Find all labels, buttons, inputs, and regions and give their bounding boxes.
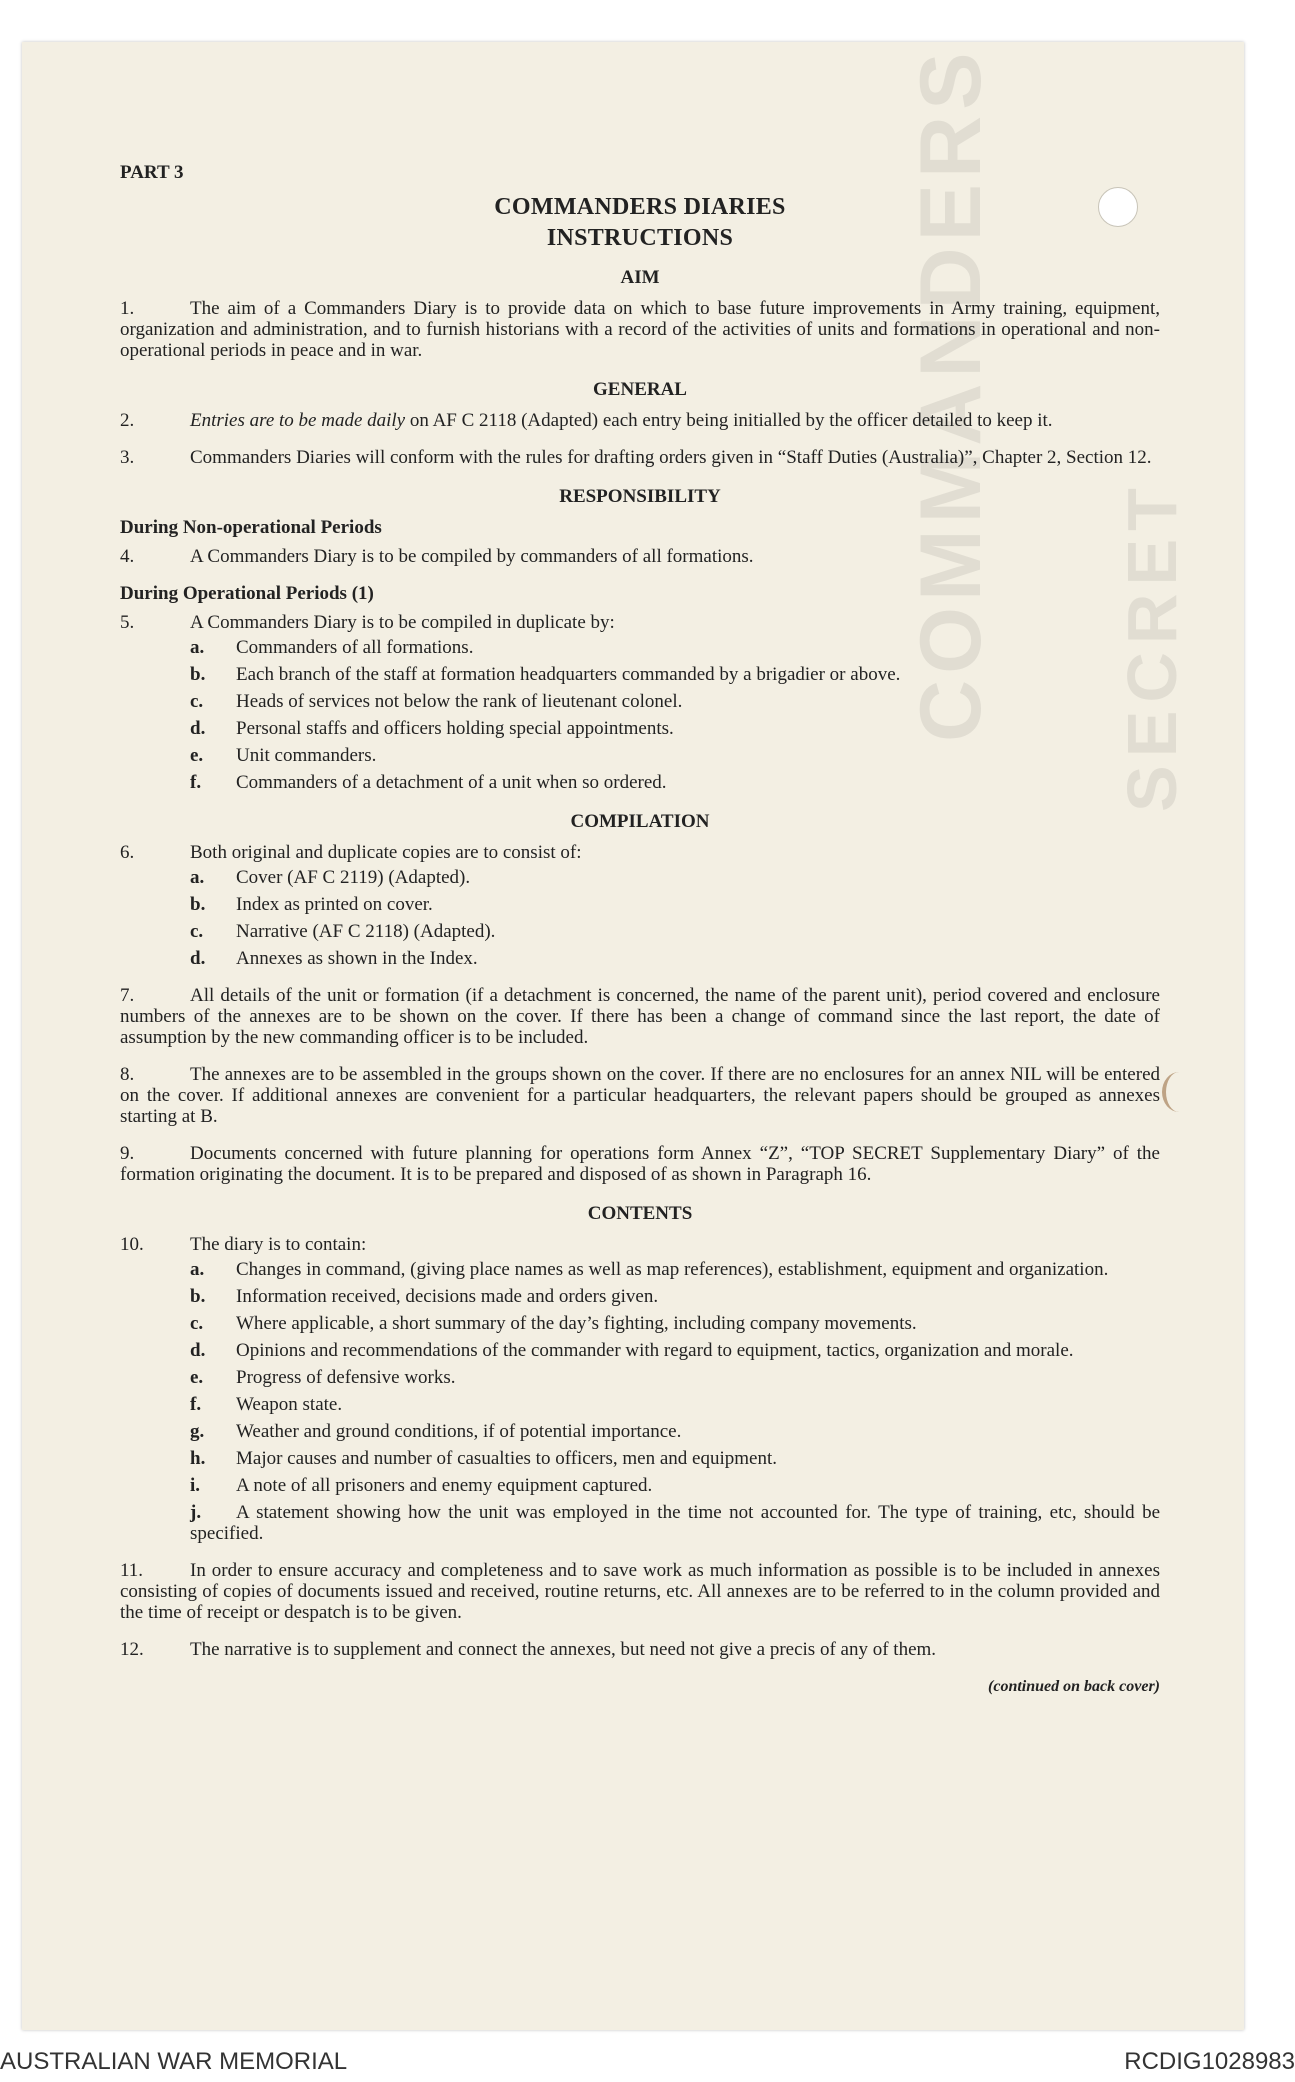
subheading-non-operational: During Non-operational Periods xyxy=(120,517,382,538)
paragraph-text: Documents concerned with future planning for operations form Annex “Z”, “TOP SECRET Supplementary Diary” of the formation originating the document. It is to be prepared and disposed of as shown in Paragraph 16. xyxy=(120,1143,1160,1185)
list-item-letter: a. xyxy=(190,637,205,658)
list-item xyxy=(190,894,1160,915)
paragraph-text: All details of the unit or formation (if a detachment is concerned, the name of the parent unit), period covered and enclosure numbers of the annexes are to be shown on the cover. If there has been a change of command since the last report, the date of assumption by the new commanding officer is to be included. xyxy=(120,985,1160,1048)
paragraph-number: 3. xyxy=(120,447,135,468)
list-item-letter: i. xyxy=(190,1475,201,1496)
paragraph-number: 8. xyxy=(120,1064,135,1085)
paragraph-9 xyxy=(120,1143,1160,1185)
list-item-letter: a. xyxy=(190,867,205,888)
paragraph-7 xyxy=(120,985,1160,1048)
list-item-letter: j. xyxy=(190,1502,202,1523)
subheading-operational: During Operational Periods (1) xyxy=(120,583,374,604)
list-item xyxy=(190,948,1160,969)
list-item-text: Major causes and number of casualties to officers, men and equipment. xyxy=(236,1448,777,1469)
list-item-letter: b. xyxy=(190,894,206,915)
list-item-letter: d. xyxy=(190,718,206,739)
heading-contents: CONTENTS xyxy=(587,1203,693,1224)
list-item-letter: d. xyxy=(190,1340,206,1361)
list-item xyxy=(190,718,1160,739)
document-body xyxy=(120,120,1160,1697)
list-item xyxy=(190,1394,1160,1415)
footer-institution: AUSTRALIAN WAR MEMORIAL xyxy=(0,2048,348,2075)
paragraph-text: The diary is to contain: xyxy=(190,1234,367,1255)
paragraph-6 xyxy=(120,842,1160,863)
list-item-text: Personal staffs and officers holding special appointments. xyxy=(236,718,674,739)
list-item-letter: c. xyxy=(190,921,204,942)
heading-compilation: COMPILATION xyxy=(570,811,710,832)
list-item xyxy=(190,921,1160,942)
list-item-letter: c. xyxy=(190,691,204,712)
list-item-text: Opinions and recommendations of the commander with regard to equipment, tactics, organization and morale. xyxy=(236,1340,1074,1361)
document-title: COMMANDERS DIARIES xyxy=(494,194,786,220)
list-item xyxy=(190,745,1160,766)
list-item-text: Weapon state. xyxy=(236,1394,343,1415)
part-label: PART 3 xyxy=(120,162,184,183)
paragraph-number: 6. xyxy=(120,842,135,863)
list-item-letter: a. xyxy=(190,1259,205,1280)
document-sheet xyxy=(22,42,1244,2030)
list-item-letter: f. xyxy=(190,1394,202,1415)
list-item-text: Annexes as shown in the Index. xyxy=(236,948,478,969)
paragraph-number: 2. xyxy=(120,410,135,431)
paragraph-5 xyxy=(120,612,1160,633)
paragraph-1 xyxy=(120,298,1160,361)
list-item xyxy=(190,1286,1160,1307)
list-item xyxy=(190,1421,1160,1442)
paragraph-number: 12. xyxy=(120,1639,144,1660)
list-item-text: Where applicable, a short summary of the day’s fighting, including company movements. xyxy=(236,1313,917,1334)
list-item-letter: e. xyxy=(190,1367,204,1388)
list-item-letter: e. xyxy=(190,745,204,766)
paragraph-8 xyxy=(120,1064,1160,1127)
paragraph-10 xyxy=(120,1234,1160,1255)
list-item xyxy=(190,1259,1160,1280)
show-through-commanders: COMMANDERS xyxy=(903,46,999,742)
list-item-text: Commanders of all formations. xyxy=(236,637,474,658)
paragraph-text: on AF C 2118 (Adapted) each entry being initialled by the officer detailed to keep it. xyxy=(405,410,1053,431)
list-item xyxy=(190,637,1160,658)
paragraph-2 xyxy=(120,410,1160,431)
list-item-text: A statement showing how the unit was employed in the time not accounted for. The type of training, etc, should be specified. xyxy=(190,1502,1160,1544)
paragraph-text: Commanders Diaries will conform with the rules for drafting orders given in “Staff Duties (Australia)”, Chapter 2, Section 12. xyxy=(190,447,1152,468)
paragraph-emphasis: Entries are to be made daily xyxy=(190,410,406,431)
list-item-text: Heads of services not below the rank of lieutenant colonel. xyxy=(236,691,683,712)
list-item xyxy=(190,664,1160,685)
paragraph-number: 10. xyxy=(120,1234,144,1255)
list-item-text: Commanders of a detachment of a unit when so ordered. xyxy=(236,772,667,793)
list-item xyxy=(190,1448,1160,1469)
paragraph-text: The narrative is to supplement and connect the annexes, but need not give a precis of any of them. xyxy=(190,1639,937,1660)
list-item xyxy=(190,867,1160,888)
paragraph-number: 5. xyxy=(120,612,135,633)
paragraph-11 xyxy=(120,1560,1160,1623)
list-item-text: Cover (AF C 2119) (Adapted). xyxy=(236,867,471,888)
list-item xyxy=(190,1340,1160,1361)
list-item-text: Information received, decisions made and orders given. xyxy=(236,1286,659,1307)
list-item-letter: b. xyxy=(190,664,206,685)
list-item-letter: g. xyxy=(190,1421,205,1442)
list-item-text: Each branch of the staff at formation headquarters commanded by a brigadier or above. xyxy=(236,664,901,685)
list-item-letter: h. xyxy=(190,1448,206,1469)
paragraph-12 xyxy=(120,1639,1160,1660)
heading-aim: AIM xyxy=(620,267,660,288)
list-item xyxy=(190,1502,1160,1544)
paragraph-number: 1. xyxy=(120,298,135,319)
document-subtitle: INSTRUCTIONS xyxy=(546,225,734,251)
list-p5 xyxy=(190,637,1160,793)
footer-reference: RCDIG1028983 xyxy=(1124,2048,1295,2075)
list-item-text: Unit commanders. xyxy=(236,745,377,766)
paragraph-4 xyxy=(120,546,1160,567)
list-item-text: Narrative (AF C 2118) (Adapted). xyxy=(236,921,496,942)
paragraph-text: A Commanders Diary is to be compiled by commanders of all formations. xyxy=(190,546,754,567)
list-p10 xyxy=(190,1259,1160,1544)
list-p6 xyxy=(190,867,1160,969)
list-item xyxy=(190,1367,1160,1388)
paragraph-number: 7. xyxy=(120,985,135,1006)
paragraph-text: In order to ensure accuracy and completeness and to save work as much information as possible is to be included in annexes consisting of copies of documents issued and received, routine returns, etc. All annexes are to be referred to in the column provided and the time of receipt or despatch is to be given. xyxy=(120,1560,1160,1623)
heading-general: GENERAL xyxy=(593,379,687,400)
list-item-text: A note of all prisoners and enemy equipment captured. xyxy=(236,1475,653,1496)
list-item-text: Changes in command, (giving place names as well as map references), establishment, equipment and organization. xyxy=(236,1259,1109,1280)
list-item-text: Progress of defensive works. xyxy=(236,1367,456,1388)
continued-note: (continued on back cover) xyxy=(988,1678,1160,1695)
paragraph-text: Both original and duplicate copies are to consist of: xyxy=(190,842,582,863)
list-item xyxy=(190,691,1160,712)
list-item-letter: c. xyxy=(190,1313,204,1334)
paragraph-text: A Commanders Diary is to be compiled in duplicate by: xyxy=(190,612,615,633)
show-through-secret: SECRET xyxy=(1113,480,1191,812)
list-item-letter: b. xyxy=(190,1286,206,1307)
paragraph-text: The annexes are to be assembled in the groups shown on the cover. If there are no enclosures for an annex NIL will be entered on the cover. If additional annexes are convenient for a particular headquarters, the relevant papers should be grouped as annexes starting at B. xyxy=(120,1064,1160,1127)
list-item-letter: f. xyxy=(190,772,202,793)
list-item-letter: d. xyxy=(190,948,206,969)
paragraph-text: The aim of a Commanders Diary is to provide data on which to base future improvements in Army training, equipment, organization and administration, and to furnish historians with a record of the activities of units and formations in operational and non-operational periods in peace and in war. xyxy=(120,298,1160,361)
list-item xyxy=(190,1475,1160,1496)
heading-responsibility: RESPONSIBILITY xyxy=(559,486,721,507)
list-item xyxy=(190,772,1160,793)
paragraph-3 xyxy=(120,447,1160,468)
list-item xyxy=(190,1313,1160,1334)
paper-stain xyxy=(1162,1072,1196,1112)
paragraph-number: 11. xyxy=(120,1560,144,1581)
list-item-text: Index as printed on cover. xyxy=(236,894,433,915)
paragraph-number: 4. xyxy=(120,546,135,567)
list-item-text: Weather and ground conditions, if of potential importance. xyxy=(236,1421,682,1442)
paragraph-number: 9. xyxy=(120,1143,135,1164)
